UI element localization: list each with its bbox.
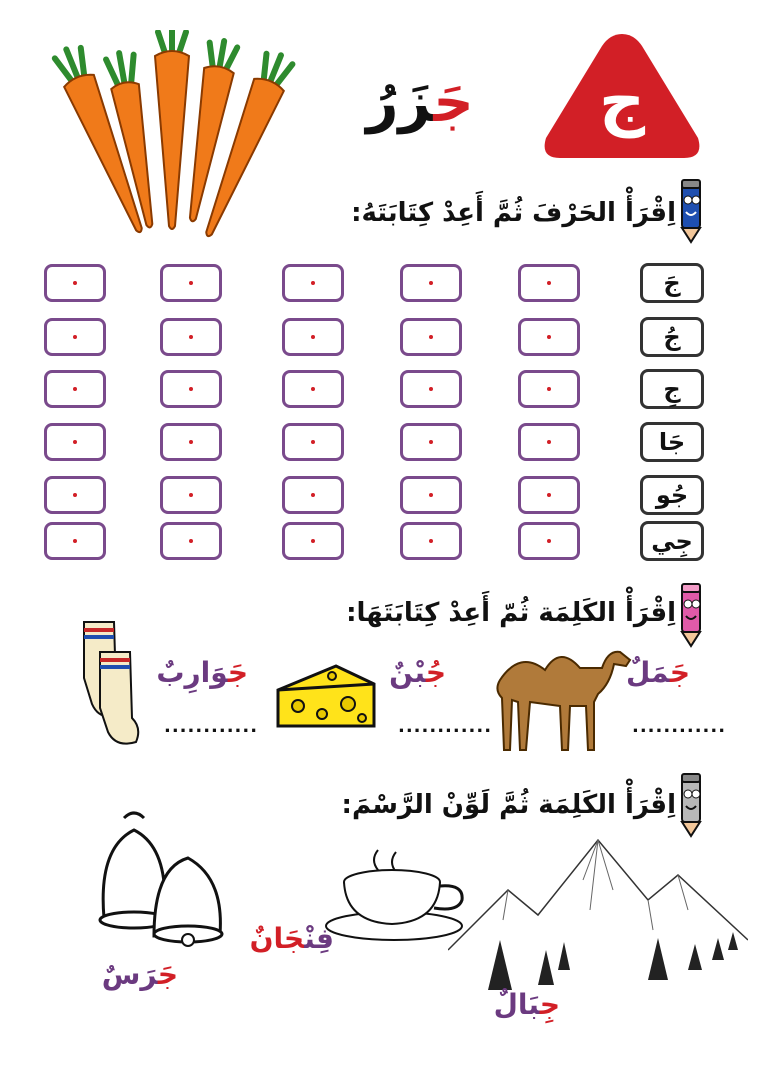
letter-key: جِي — [640, 521, 704, 561]
writing-box-dot — [547, 387, 551, 391]
writing-box-dot — [311, 539, 315, 543]
pencil-mascot-blue-icon — [676, 178, 706, 244]
writing-box[interactable] — [400, 476, 462, 514]
writing-box[interactable] — [44, 318, 106, 356]
word-camel: جَمَلٌ — [626, 656, 690, 689]
letter-key: جِ — [640, 369, 704, 409]
writing-box-dot — [189, 493, 193, 497]
writing-box-dot — [189, 335, 193, 339]
writing-box[interactable] — [160, 423, 222, 461]
camel-illustration — [490, 640, 635, 755]
word-cheese: جُبْنٌ — [389, 656, 446, 689]
writing-box-dot — [429, 335, 433, 339]
word-mountains: جِبَالٌ — [493, 988, 560, 1021]
writing-box[interactable] — [282, 476, 344, 514]
writing-box[interactable] — [282, 370, 344, 408]
write-line-cheese: ............ — [398, 716, 493, 737]
writing-box-dot — [547, 440, 551, 444]
word-bell: جَرَسٌ — [101, 958, 178, 991]
writing-box[interactable] — [160, 264, 222, 302]
writing-box-dot — [547, 335, 551, 339]
writing-box-dot — [547, 539, 551, 543]
writing-box[interactable] — [44, 476, 106, 514]
cheese-illustration — [276, 660, 376, 730]
writing-box-dot — [311, 440, 315, 444]
letter-key: جُ — [640, 317, 704, 357]
writing-box[interactable] — [160, 522, 222, 560]
section3-title: اِقْرَأْ الكَلِمَة ثُمَّ لَوِّنْ الرَّسْمَ: — [341, 790, 676, 820]
writing-box-dot — [311, 387, 315, 391]
writing-box-dot — [311, 335, 315, 339]
word-cup: فِنْجَانٌ — [249, 922, 334, 955]
writing-box[interactable] — [44, 423, 106, 461]
writing-box-dot — [429, 387, 433, 391]
writing-box[interactable] — [400, 264, 462, 302]
bells-illustration — [84, 808, 228, 948]
writing-box-dot — [73, 335, 77, 339]
word-socks: جَوَارِبٌ — [156, 656, 248, 689]
writing-box[interactable] — [518, 370, 580, 408]
badge-letter: ج — [598, 65, 646, 139]
writing-box-dot — [547, 281, 551, 285]
writing-box-dot — [73, 493, 77, 497]
writing-box-dot — [429, 493, 433, 497]
header-word — [330, 58, 510, 148]
writing-box[interactable] — [160, 318, 222, 356]
letter-key: جَا — [640, 422, 704, 462]
writing-box[interactable] — [400, 318, 462, 356]
writing-box[interactable] — [518, 318, 580, 356]
section1-title: اِقْرَأْ الحَرْفَ ثُمَّ أَعِدْ كِتَابَتَهُ: — [351, 198, 676, 228]
writing-box[interactable] — [282, 522, 344, 560]
writing-box[interactable] — [518, 264, 580, 302]
writing-box[interactable] — [518, 476, 580, 514]
section2-title: اِقْرَأْ الكَلِمَة ثُمّ أَعِدْ كِتَابَتَهَا: — [346, 598, 676, 628]
writing-box[interactable] — [44, 264, 106, 302]
writing-box[interactable] — [518, 423, 580, 461]
writing-box[interactable] — [282, 318, 344, 356]
cup-illustration — [322, 848, 468, 944]
write-line-socks: ............ — [164, 716, 259, 737]
writing-box-dot — [73, 387, 77, 391]
letter-key: جُو — [640, 475, 704, 515]
writing-box-dot — [189, 440, 193, 444]
writing-box-dot — [547, 493, 551, 497]
writing-box[interactable] — [44, 522, 106, 560]
carrots-illustration — [50, 30, 302, 240]
writing-box-dot — [189, 387, 193, 391]
header-word-rest: زَرُ — [366, 70, 434, 135]
writing-box[interactable] — [400, 423, 462, 461]
writing-box-dot — [189, 281, 193, 285]
writing-box[interactable] — [160, 370, 222, 408]
writing-box[interactable] — [282, 423, 344, 461]
writing-box-dot — [311, 493, 315, 497]
writing-box[interactable] — [518, 522, 580, 560]
letter-key: جَ — [640, 263, 704, 303]
writing-box[interactable] — [400, 522, 462, 560]
writing-box[interactable] — [400, 370, 462, 408]
header-word-first: جَ — [433, 70, 474, 135]
writing-box[interactable] — [160, 476, 222, 514]
writing-box-dot — [189, 539, 193, 543]
write-line-camel: ............ — [632, 716, 727, 737]
writing-box-dot — [429, 440, 433, 444]
mountains-illustration — [448, 820, 748, 990]
writing-box-dot — [73, 440, 77, 444]
writing-box-dot — [73, 539, 77, 543]
pencil-mascot-pink-icon — [676, 582, 706, 648]
writing-box-dot — [73, 281, 77, 285]
writing-box[interactable] — [44, 370, 106, 408]
writing-box-dot — [311, 281, 315, 285]
writing-box-dot — [429, 281, 433, 285]
writing-box[interactable] — [282, 264, 344, 302]
socks-illustration — [70, 618, 150, 748]
writing-box-dot — [429, 539, 433, 543]
